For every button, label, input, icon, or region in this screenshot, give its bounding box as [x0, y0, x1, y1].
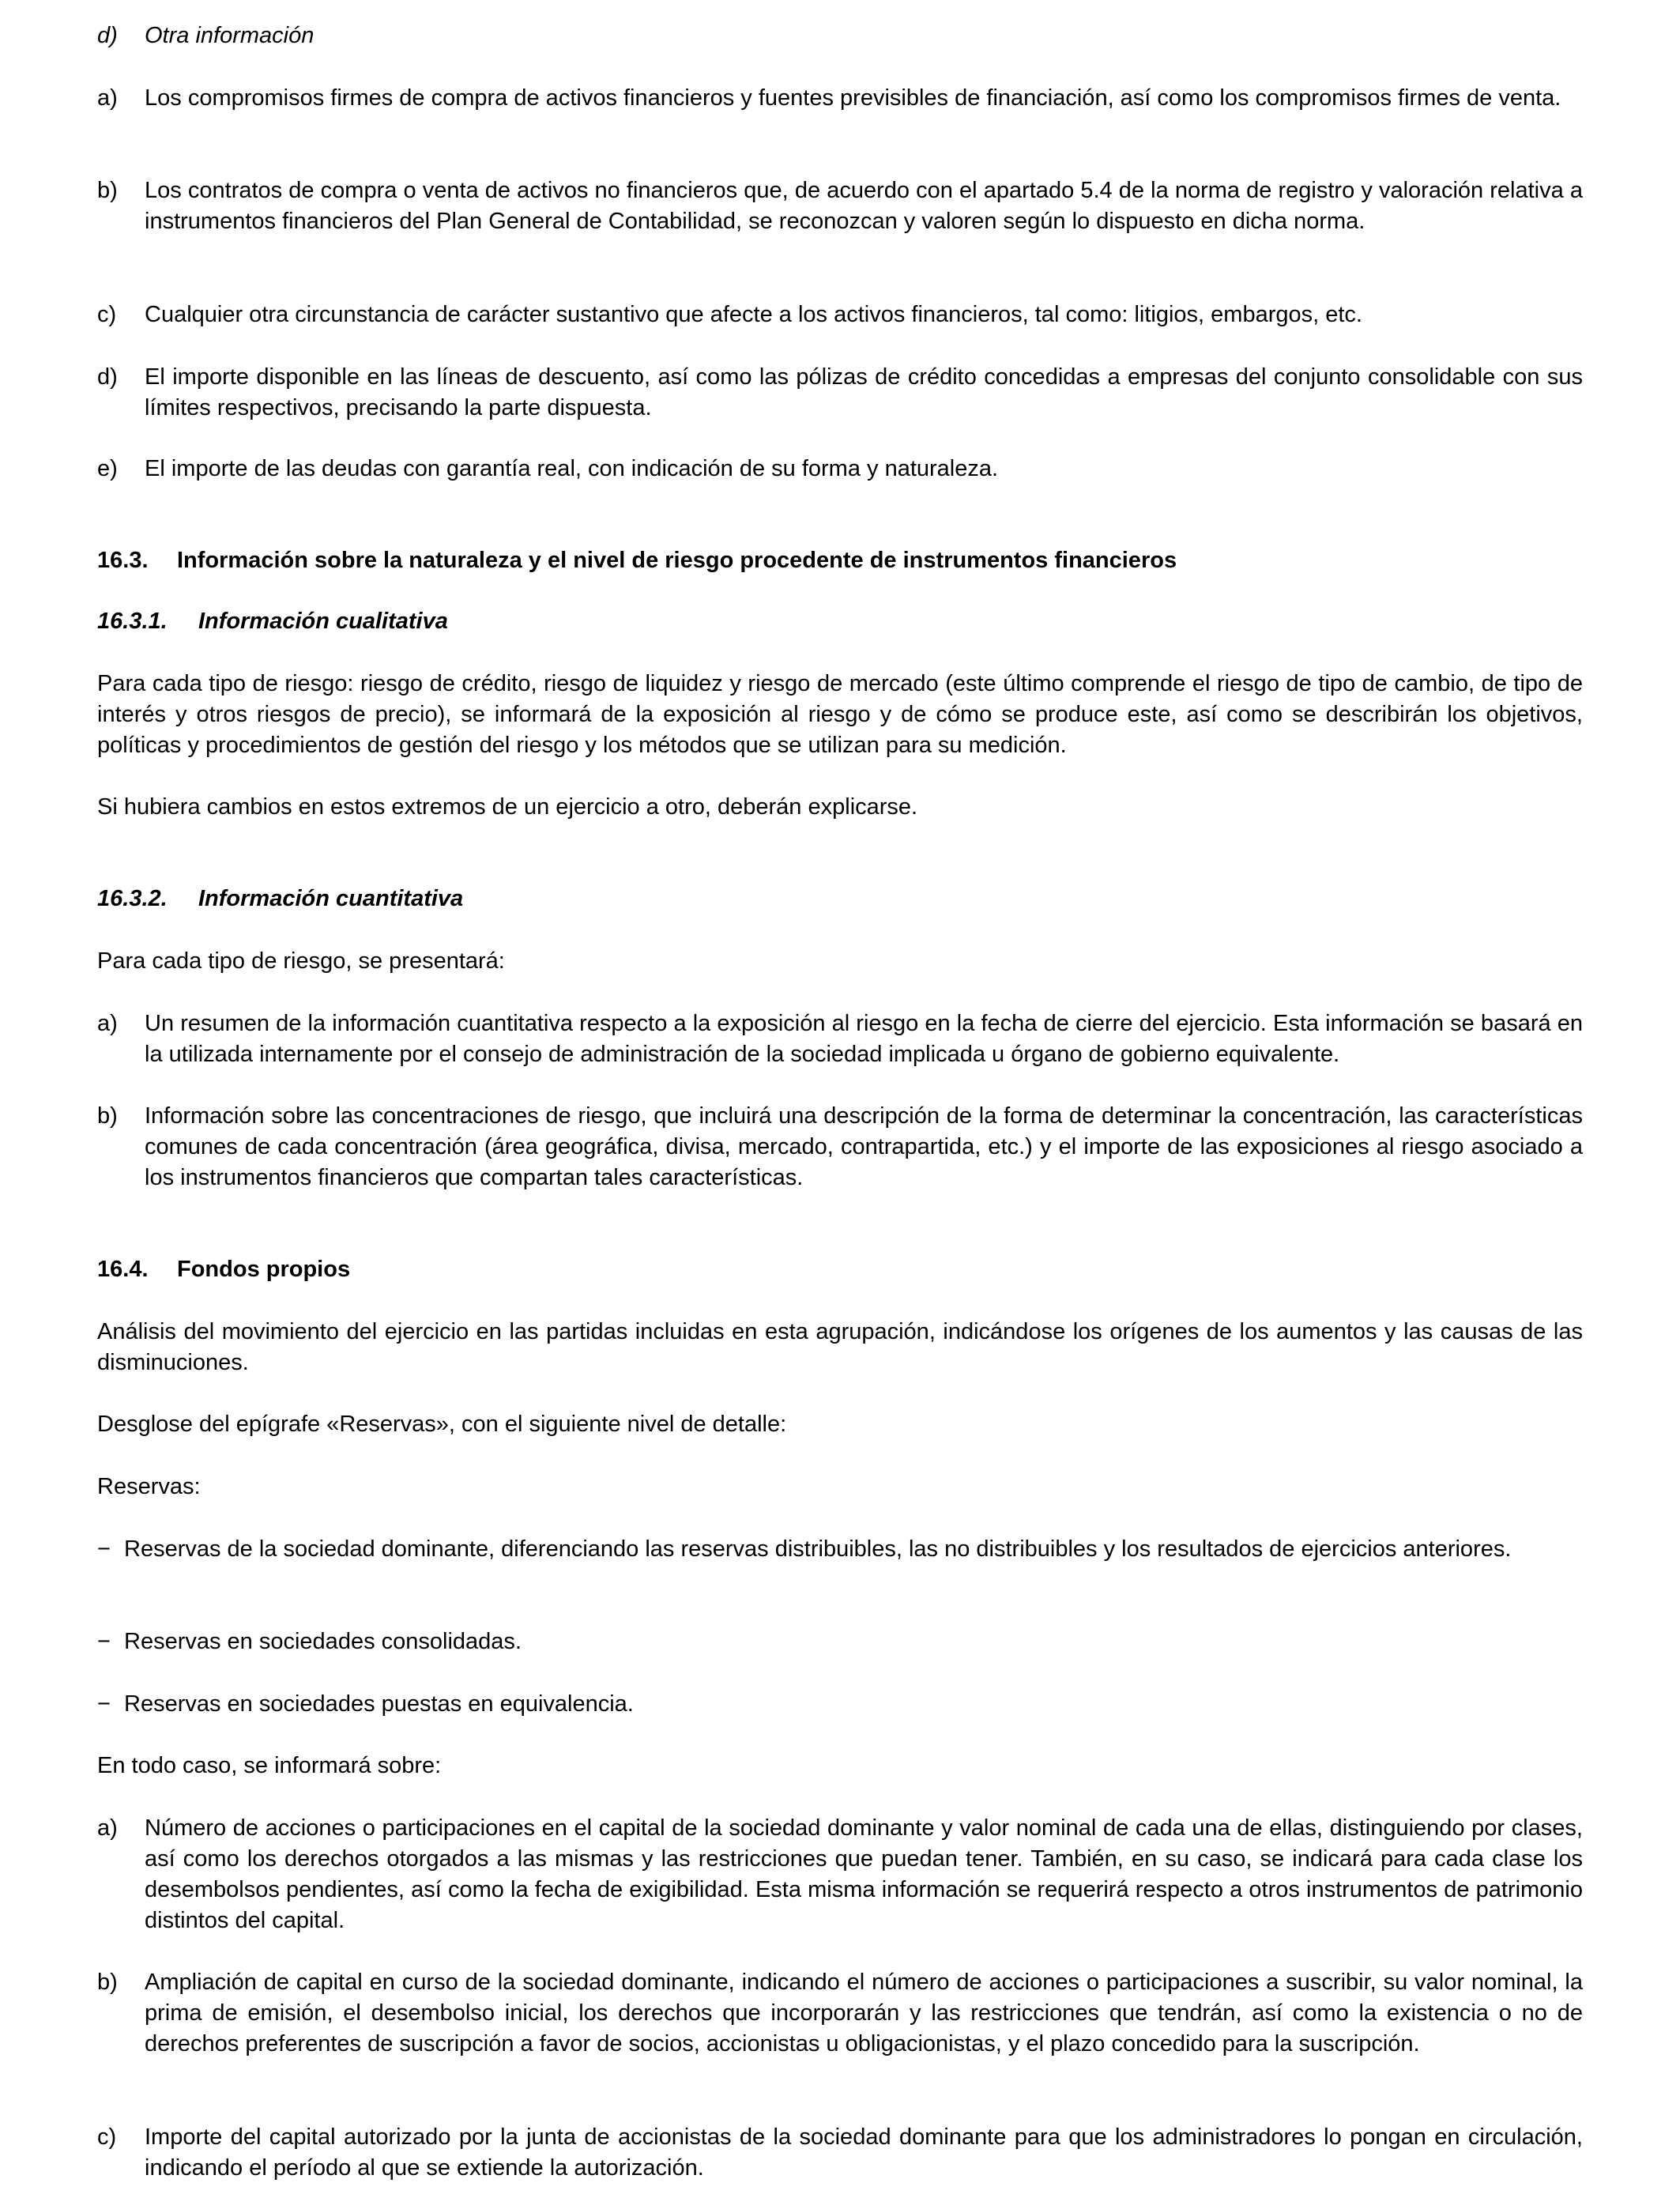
list-marker: b)	[97, 1970, 118, 1995]
list-item-text: Ampliación de capital en curso de la sociedad dominante, indicando el número de acciones o participaciones a suscribir, su valor nominal, la prima de emisión, el desembolso inicial, los derechos que incorporarán y las restricciones que tendrán, así como la existencia o no de derechos preferentes de suscripción a favor de socios, accionistas u obligacionistas, y el plazo concedido para la suscripción.	[145, 1970, 1583, 2056]
list-item	[97, 2122, 1583, 2184]
subsection-title: Otra información	[145, 23, 315, 48]
subsection-marker: d)	[97, 23, 118, 48]
section-number: 16.4.	[97, 1257, 149, 1282]
list-item	[97, 454, 1583, 484]
section-heading-16-3	[97, 545, 1583, 576]
paragraph: Desglose del epígrafe «Reservas», con el siguiente nivel de detalle:	[97, 1412, 787, 1437]
list-item-text: Importe del capital autorizado por la junta de accionistas de la sociedad dominante para que los administradores lo pongan en circulación, indicando el período al que se extiende la autorización.	[145, 2124, 1583, 2181]
list-marker: e)	[97, 456, 118, 481]
list-marker: a)	[97, 1815, 118, 1841]
list-item	[97, 1627, 1583, 1657]
list-item	[97, 83, 1583, 114]
list-item-text: Reservas en sociedades consolidadas.	[124, 1629, 522, 1654]
list-item-text: El importe disponible en las líneas de descuento, así como las pólizas de crédito concedidas a empresas del conjunto consolidable con sus límites respectivos, precisando la parte dispuesta.	[145, 364, 1583, 420]
list-marker: d)	[97, 364, 118, 390]
list-item	[97, 175, 1583, 237]
list-marker: a)	[97, 85, 118, 111]
list-item-text: El importe de las deudas con garantía real, con indicación de su forma y naturaleza.	[145, 456, 999, 481]
paragraph: Reservas:	[97, 1474, 201, 1499]
subsection-title: Información cualitativa	[198, 609, 448, 634]
paragraph: En todo caso, se informará sobre:	[97, 1753, 442, 1778]
list-item	[97, 362, 1583, 424]
list-item-text: Información sobre las concentraciones de riesgo, que incluirá una descripción de la forma de determinar la concentración, las características comunes de cada concentración (área geográfica, divisa, mercado, contrapartida, etc.) y el importe de las exposiciones al riesgo asociado a los instrumentos financieros que compartan tales características.	[145, 1103, 1583, 1190]
paragraph: Para cada tipo de riesgo, se presentará:	[97, 948, 505, 974]
dash-marker: −	[97, 1536, 111, 1562]
list-item-text: Los contratos de compra o venta de activos no financieros que, de acuerdo con el apartado 5.4 de la norma de registro y valoración relativa a instrumentos financieros del Plan General de Contabilidad, se reconozcan y valoren según lo dispuesto en dicha norma.	[145, 178, 1583, 234]
list-item	[97, 300, 1583, 330]
list-marker: c)	[97, 302, 117, 327]
list-item	[97, 1689, 1583, 1720]
list-marker: a)	[97, 1011, 118, 1036]
list-item	[97, 1534, 1583, 1565]
subsection-title: Información cuantitativa	[198, 886, 464, 911]
list-item-text: Reservas de la sociedad dominante, diferenciando las reservas distribuibles, las no distribuibles y los resultados de ejercicios anteriores.	[124, 1536, 1512, 1562]
subsection-heading-16-3-2	[97, 884, 1583, 914]
list-item-text: Un resumen de la información cuantitativa respecto a la exposición al riesgo en la fecha de cierre del ejercicio. Esta información se basará en la utilizada internamente por el consejo de administración de la sociedad implicada u órgano de gobierno equivalente.	[145, 1011, 1583, 1067]
section-number: 16.3.	[97, 548, 149, 573]
section-title: Fondos propios	[177, 1257, 351, 1282]
list-item	[97, 1101, 1583, 1193]
list-item	[97, 1813, 1583, 1936]
paragraph: Para cada tipo de riesgo: riesgo de crédito, riesgo de liquidez y riesgo de mercado (este último comprende el riesgo de tipo de cambio, de tipo de interés y otros riesgos de precio), se informará de la exposición al riesgo y de cómo se produce este, así como se describirán los objetivos, políticas y procedimientos de gestión del riesgo y los métodos que se utilizan para su medición.	[97, 671, 1583, 758]
subsection-number: 16.3.2.	[97, 886, 168, 911]
paragraph: Si hubiera cambios en estos extremos de un ejercicio a otro, deberán explicarse.	[97, 794, 918, 820]
list-marker: c)	[97, 2124, 117, 2150]
list-marker: b)	[97, 178, 118, 203]
dash-marker: −	[97, 1629, 111, 1654]
paragraph: Análisis del movimiento del ejercicio en las partidas incluidas en esta agrupación, indicándose los orígenes de los aumentos y las causas de las disminuciones.	[97, 1319, 1583, 1375]
list-marker: b)	[97, 1103, 118, 1129]
subsection-number: 16.3.1.	[97, 609, 168, 634]
list-item-text: Reservas en sociedades puestas en equivalencia.	[124, 1691, 634, 1717]
subsection-label-otra-informacion	[97, 21, 1583, 51]
list-item	[97, 1967, 1583, 2060]
subsection-heading-16-3-1	[97, 606, 1583, 637]
list-item-text: Número de acciones o participaciones en el capital de la sociedad dominante y valor nominal de cada una de ellas, distinguiendo por clases, así como los derechos otorgados a las mismas y las restricciones que puedan tener. También, en su caso, se indicará para cada clase los desembolsos pendientes, así como la fecha de exigibilidad. Esta misma información se requerirá respecto a otros instrumentos de patrimonio distintos del capital.	[145, 1815, 1583, 1933]
dash-marker: −	[97, 1691, 111, 1717]
section-title: Información sobre la naturaleza y el nivel de riesgo procedente de instrumentos financieros	[177, 548, 1177, 573]
list-item-text: Cualquier otra circunstancia de carácter sustantivo que afecte a los activos financieros, tal como: litigios, embargos, etc.	[145, 302, 1362, 327]
list-item-text: Los compromisos firmes de compra de activos financieros y fuentes previsibles de financiación, así como los compromisos firmes de venta.	[145, 85, 1561, 111]
list-item	[97, 1008, 1583, 1070]
section-heading-16-4	[97, 1254, 1583, 1285]
